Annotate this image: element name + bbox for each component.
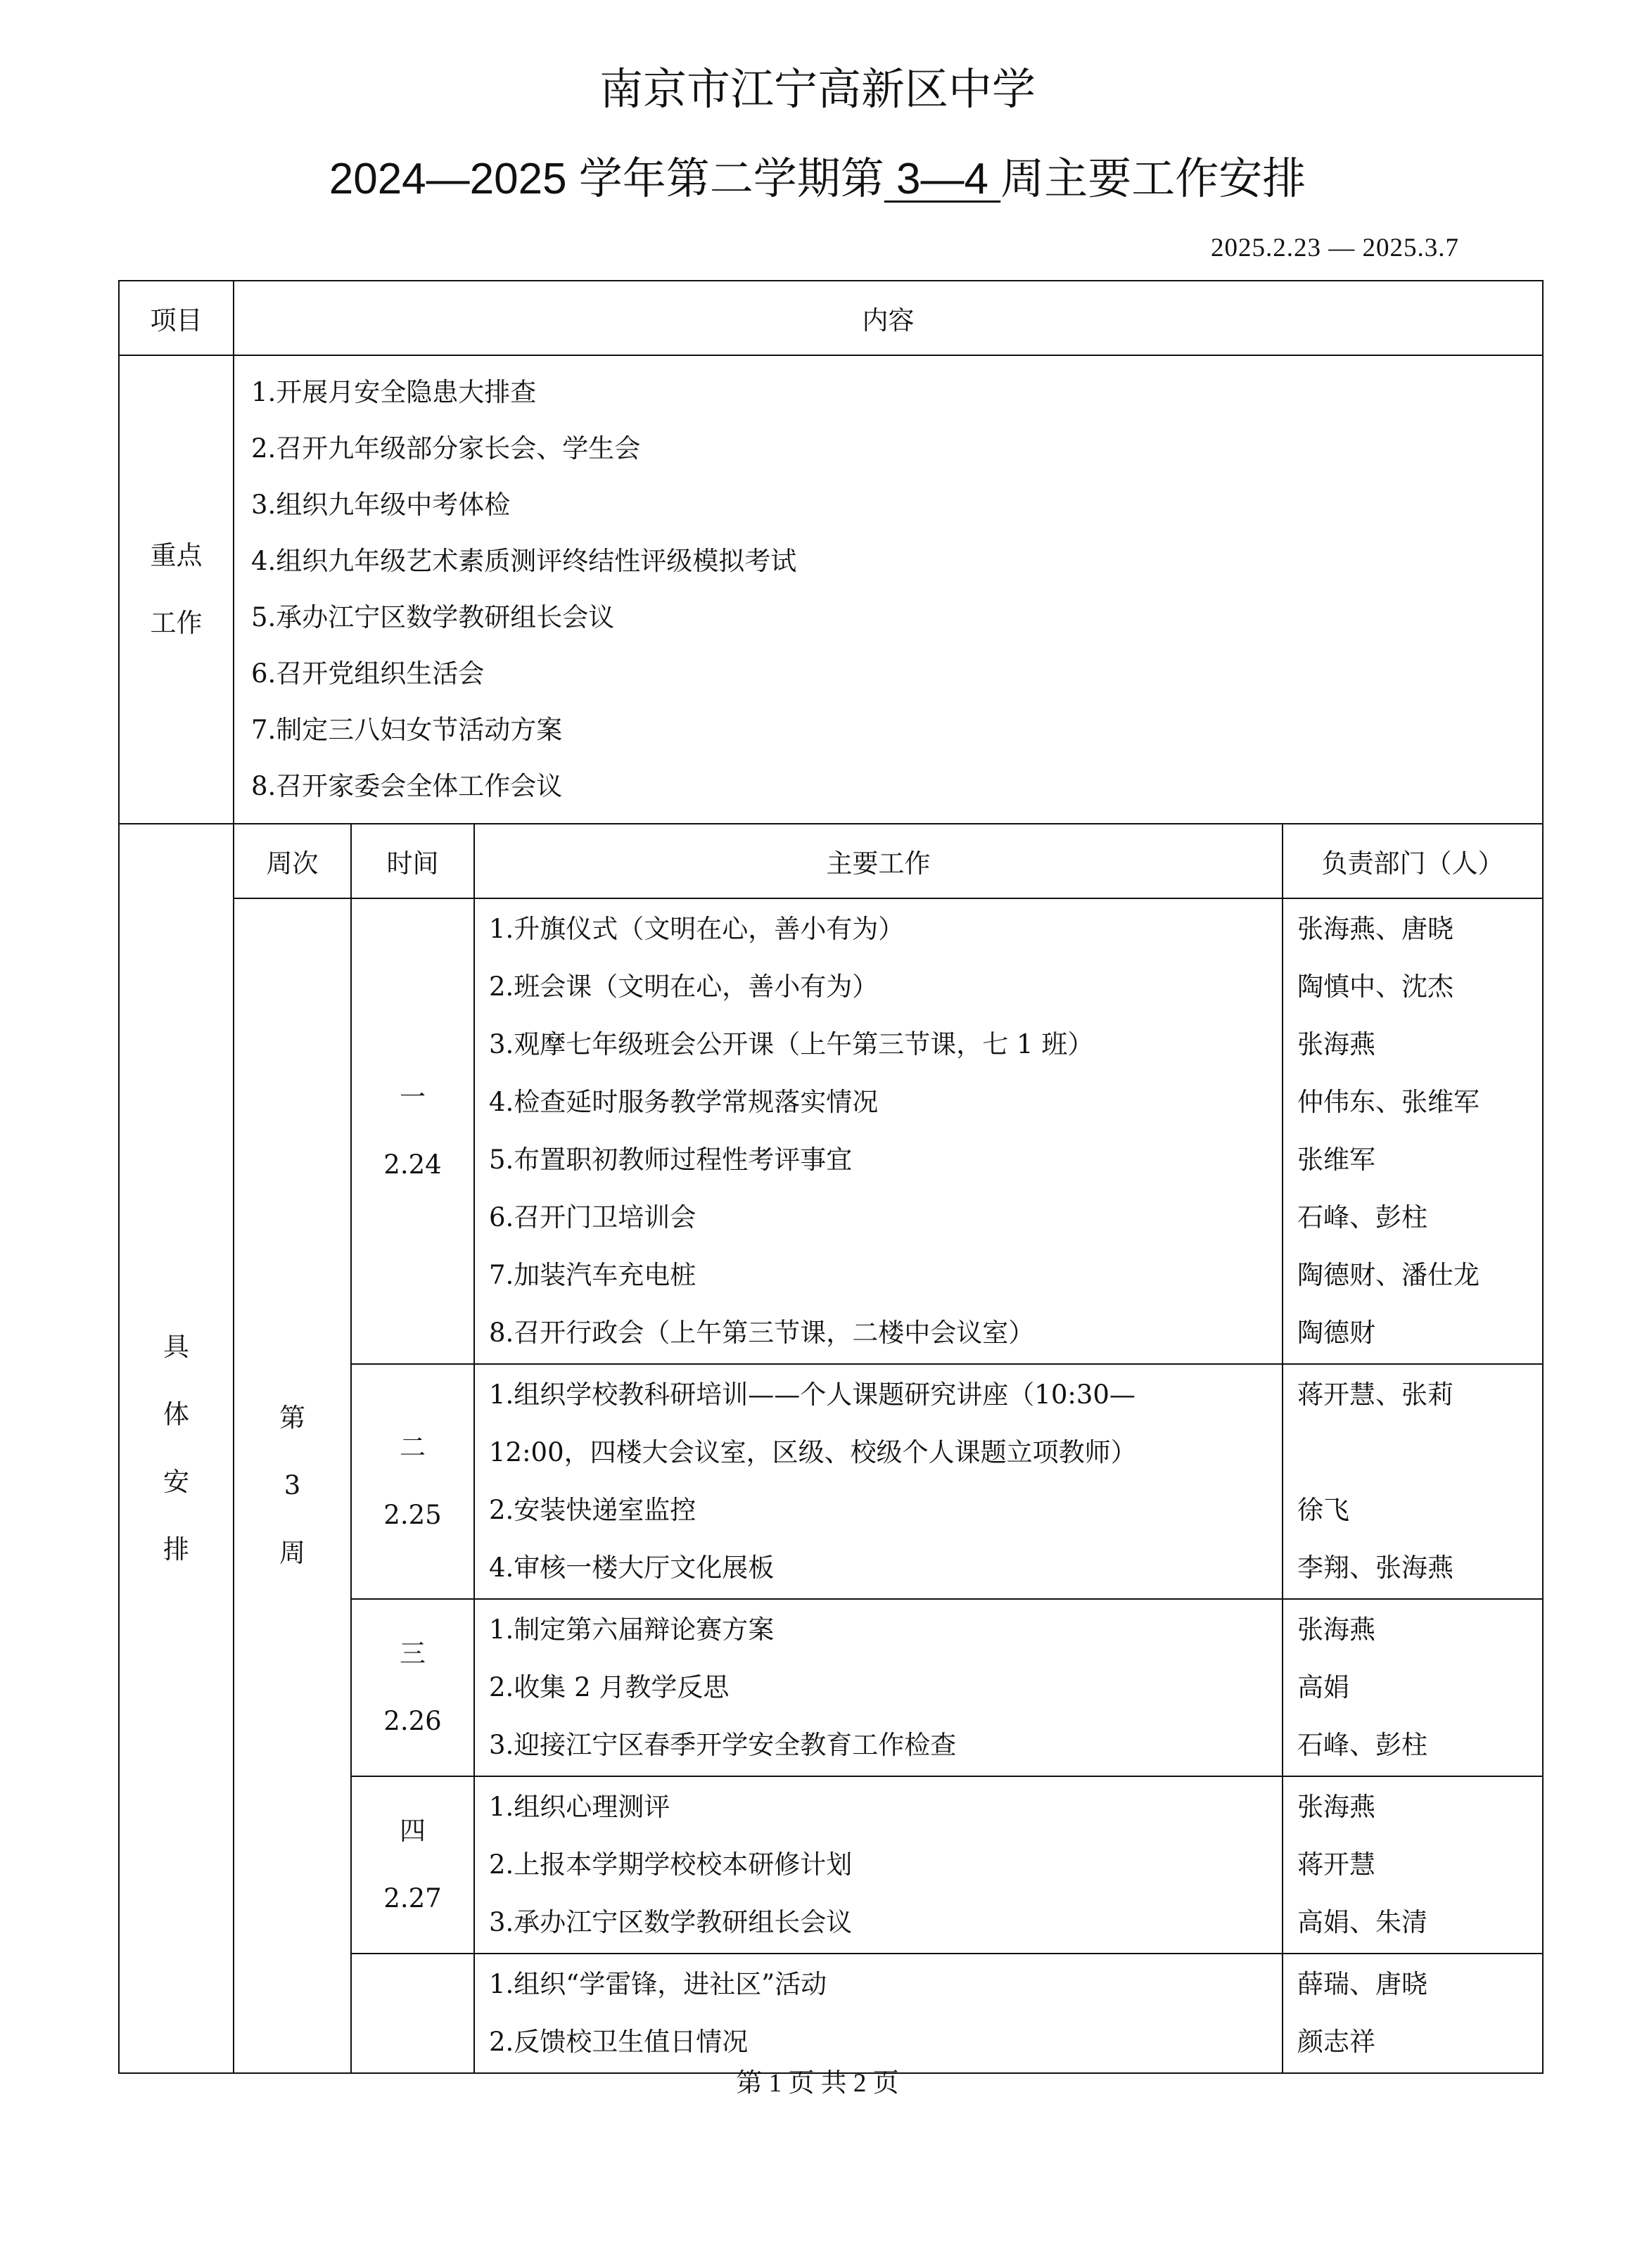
task-list [474,898,1283,1364]
resp: 张海燕 [1297,1029,1375,1059]
resp: 高娟 [1297,1672,1349,1702]
task-list [474,1599,1283,1776]
key-item: 2.召开九年级部分家长会、学生会 [251,433,641,464]
day-cell [351,898,474,1364]
weekday: 三 [400,1638,426,1669]
week-label [234,898,351,2073]
key-item: 6.召开党组织生活会 [251,658,485,689]
header-content: 内容 [234,281,1543,355]
header-work: 主要工作 [474,824,1283,898]
key-work-label-1: 重点 [150,540,203,571]
task: 1.升旗仪式（文明在心，善小有为） [489,914,905,944]
key-work-row [119,355,1543,824]
weekday: 一 [400,1082,426,1112]
task: 2.上报本学期学校校本研修计划 [489,1849,853,1880]
task: 5.布置职初教师过程性考评事宜 [489,1145,853,1175]
task: 4.检查延时服务教学常规落实情况 [489,1087,879,1117]
schedule-title [0,151,1635,208]
resp: 张维军 [1297,1145,1375,1175]
detail-label [119,824,234,2073]
term-prefix: 2024—2025 学年第二学期第 [329,155,884,203]
resp-list [1283,1364,1543,1599]
day-date: 2.24 [383,1149,442,1180]
day-row-mon [119,898,1543,1364]
resp: 蒋开慧 [1297,1849,1375,1880]
task: 2.班会课（文明在心，善小有为） [489,971,879,1002]
detail-label-char: 体 [163,1399,189,1429]
resp-list [1283,1599,1543,1776]
header-item: 项目 [119,281,234,355]
day-cell [351,1954,474,2073]
resp-list [1283,898,1543,1364]
resp: 蒋开慧、张莉 [1297,1380,1453,1410]
task: 6.召开门卫培训会 [489,1202,696,1232]
term-suffix: 周主要工作安排 [1000,155,1306,203]
key-work-list [234,355,1543,824]
resp: 陶德财、潘仕龙 [1297,1260,1480,1290]
resp: 徐飞 [1297,1495,1349,1525]
day-cell [351,1364,474,1599]
day-date: 2.26 [383,1706,442,1736]
task-list [474,1776,1283,1954]
resp: 颜志祥 [1297,2027,1375,2057]
key-work-label [119,355,234,824]
detail-label-char: 排 [163,1534,189,1565]
resp: 张海燕 [1297,1792,1375,1822]
week-label-char: 第 [279,1403,305,1433]
resp-list [1283,1776,1543,1954]
task: 7.加装汽车充电桩 [489,1260,696,1290]
week-label-char: 3 [284,1470,301,1501]
task: 3.承办江宁区数学教研组长会议 [489,1907,853,1937]
task: 12:00，四楼大会议室，区级、校级个人课题立项教师） [489,1437,1137,1467]
resp: 仲伟东、张维军 [1297,1087,1480,1117]
key-item: 4.组织九年级艺术素质测评终结性评级模拟考试 [251,546,797,576]
key-work-label-2: 工作 [150,608,203,638]
date-range: 2025.2.23 — 2025.3.7 [1211,234,1459,262]
day-cell [351,1599,474,1776]
key-item: 8.召开家委会全体工作会议 [251,771,563,801]
weekday: 四 [400,1816,426,1846]
resp-list [1283,1954,1543,2073]
header-resp: 负责部门（人） [1283,824,1543,898]
resp: 石峰、彭柱 [1297,1202,1427,1232]
week-range: 3—4 [884,155,1001,203]
task: 3.迎接江宁区春季开学安全教育工作检查 [489,1730,957,1760]
task: 1.组织心理测评 [489,1792,670,1822]
key-item: 1.开展月安全隐患大排查 [251,377,537,407]
day-cell [351,1776,474,1954]
task: 1.组织学校教科研培训——个人课题研究讲座（10:30— [489,1380,1135,1410]
task: 1.组织“学雷锋，进社区”活动 [489,1969,827,1999]
detail-header-row [119,824,1543,898]
task: 2.反馈校卫生值日情况 [489,2027,749,2057]
header-time: 时间 [351,824,474,898]
resp: 陶慎中、沈杰 [1297,971,1453,1002]
header-row [119,281,1543,355]
resp: 薛瑞、唐晓 [1297,1969,1427,1999]
task-list [474,1364,1283,1599]
task: 4.审核一楼大厅文化展板 [489,1553,775,1583]
task: 1.制定第六届辩论赛方案 [489,1614,775,1645]
detail-label-char: 具 [163,1332,189,1362]
key-item: 5.承办江宁区数学教研组长会议 [251,602,615,632]
day-date: 2.27 [383,1883,442,1913]
page-footer: 第 1 页 共 2 页 [736,2069,899,2098]
task: 8.召开行政会（上午第三节课，二楼中会议室） [489,1318,1035,1348]
school-title: 南京市江宁高新区中学 [599,65,1036,114]
task: 3.观摩七年级班会公开课（上午第三节课，七 1 班） [489,1029,1094,1059]
resp: 石峰、彭柱 [1297,1730,1427,1760]
task: 2.收集 2 月教学反思 [489,1672,730,1702]
detail-label-char: 安 [163,1467,189,1497]
task-list [474,1954,1283,2073]
header-week: 周次 [234,824,351,898]
key-item: 3.组织九年级中考体检 [251,490,511,520]
day-date: 2.25 [383,1500,442,1530]
task: 2.安装快递室监控 [489,1495,696,1525]
weekday: 二 [400,1432,426,1463]
week-label-char: 周 [279,1538,305,1568]
resp: 张海燕 [1297,1614,1375,1645]
resp: 陶德财 [1297,1318,1375,1348]
schedule-table [118,280,1544,2074]
resp [1297,1424,1528,1482]
resp: 李翔、张海燕 [1297,1553,1453,1583]
key-item: 7.制定三八妇女节活动方案 [251,715,563,745]
resp: 张海燕、唐晓 [1297,914,1453,944]
resp: 高娟、朱清 [1297,1907,1427,1937]
